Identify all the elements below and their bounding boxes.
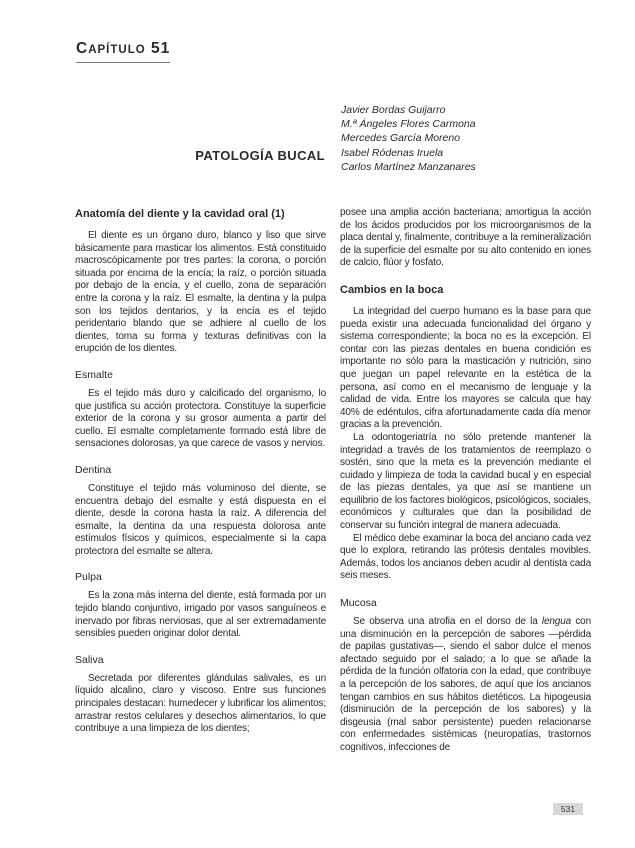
section-heading-anatomy: Anatomía del diente y la cavidad oral (1) (75, 208, 285, 220)
paragraph-esmalte: Es el tejido más duro y calcificado del organismo, lo que justifica su acción protectora. Constituye la superficie exterior de la corona y su grosor aumenta a partir del cuello. El esmalte completamente formado está libre de sensaciones dolorosas, ya que carece de vasos y nervios. (75, 387, 326, 450)
subheading-dentina: Dentina (75, 463, 112, 476)
author-list (341, 103, 581, 174)
mucosa-text-rest: con una disminución en la percepción de sabores —pérdida de papilas gustativas—, siendo el sabor dulce el menos afectado seguido por el salado; a lo que se añade la pérdida de la función olfatoria con la edad, que contribuye a la percepción de los sabores, de aquí que los ancianos tengan cambios en sus hábitos dietéticos. La hipogeusia (disminución de la percepción de los sabores) y la disgeusia (mal sabor persistente) pueden relacionarse con enfermedades sistémicas (neuropatías, trastornos cognitivos, infecciones de (340, 616, 591, 753)
chapter-word: APÍTULO (88, 44, 146, 56)
author-name: Isabel Ródenas Iruela (341, 146, 444, 159)
section-heading-cambios: Cambios en la boca (340, 283, 444, 296)
paragraph-cambios-2: La odontogeriatría no sólo pretende mantener la integridad a través de los tratamientos de reemplazo o sostén, sino que la meta es la prevención mediante el cuidado y limpieza de toda la cavidad bucal y en especial de las piezas dentales, ya que así se mantiene un equilibrio de los factores biológicos, psicológicos, sociales, económicos y culturales que dan la posibilidad de conservar su función integral de manera adecuada. (340, 431, 591, 532)
author-name: Javier Bordas Guijarro (341, 104, 446, 116)
author-name: Mercedes García Moreno (341, 132, 461, 145)
chapter-number: 51 (151, 40, 171, 57)
mucosa-italic-word: lengua (541, 616, 572, 628)
paragraph-cambios-3: El médico debe examinar la boca del anciano cada vez que lo explora, retirando las prótesis dentales movibles. Además, todos los ancianos deben acudir al dentista cada seis meses. (340, 532, 591, 582)
chapter-prefix: C (76, 40, 89, 57)
subheading-mucosa: Mucosa (340, 597, 377, 610)
paragraph-pulpa: Es la zona más interna del diente, está formada por un tejido blando conjuntivo, irrigado por vasos sanguíneos e inervado por fibras nerviosas, que al ser extremadamente sensibles pueden originar dolor dental. (75, 590, 326, 640)
paragraph-dentina: Constituye el tejido más voluminoso del diente, se encuentra debajo del esmalte y está dispuesta en el diente, desde la corona hasta la raíz. A diferencia del esmalte, la dentina da una respuesta dolorosa ante estímulos físicos y químicos, especialmente si la capa protectora del esmalte se altera. (75, 482, 326, 557)
mucosa-text-start: Se observa una atrofia en el dorso de la (353, 616, 542, 628)
page-title: PATOLOGÍA BUCAL (195, 148, 325, 163)
paragraph-saliva-continued: posee una amplia acción bacteriana; amortigua la acción de los ácidos producidos por los microorganismos de la placa dental y, finalmente, contribuye a la remineralización de la superficie del esmalte por su alto contenido en iones de calcio, flúor y fosfato. (340, 207, 591, 269)
subheading-pulpa: Pulpa (75, 571, 102, 584)
paragraph-saliva: Secretada por diferentes glándulas salivales, es un líquido alcalino, claro y viscoso. Entre sus funciones principales destacan: humedecer y lubrificar los alimentos; arrastrar restos celulares y desechos alimentarios, lo que contribuye a una limpieza de los dientes; (75, 672, 326, 735)
subheading-esmalte: Esmalte (75, 368, 113, 381)
paragraph-mucosa (340, 616, 591, 755)
left-column (75, 208, 326, 736)
author-name: Carlos Martínez Manzanares (341, 160, 476, 173)
chapter-heading (76, 40, 170, 63)
subheading-saliva: Saliva (75, 653, 104, 666)
page-number: 531 (553, 803, 583, 815)
right-column (340, 207, 591, 755)
author-name: M.ª Ángeles Flores Carmona (341, 118, 476, 131)
paragraph-cambios-1: La integridad del cuerpo humano es la base para que pueda existir una adecuada funcionalidad del órgano y sistema correspondiente; la boca no es la excepción. El contar con las piezas dentales en buena condición es importante no sólo para la masticación y nutrición, sino que juegan un papel relevante en la estética de la persona, así como en el mecanismo de lenguaje y la calidad de vida. Entre los mayores se calcula que hay 40% de edéntulos, cifra afortunadamente cada día menor gracias a la prevención. (340, 305, 591, 431)
paragraph-intro: El diente es un órgano duro, blanco y liso que sirve básicamente para masticar los alimentos. Está constituido macroscópicamente por tres partes: la corona, o porción situada por encima de la encía; la raíz, o porción situada por debajo de la encía, y el cuello, zona de separación entre la corona y la raíz. El esmalte, la dentina y la pulpa son los tejidos dentarios, y la encía es el tejido peridentario blando que se adhiere al cuello de los dientes, toma su forma y texturas definitivas con la erupción de los dientes. (75, 230, 326, 355)
